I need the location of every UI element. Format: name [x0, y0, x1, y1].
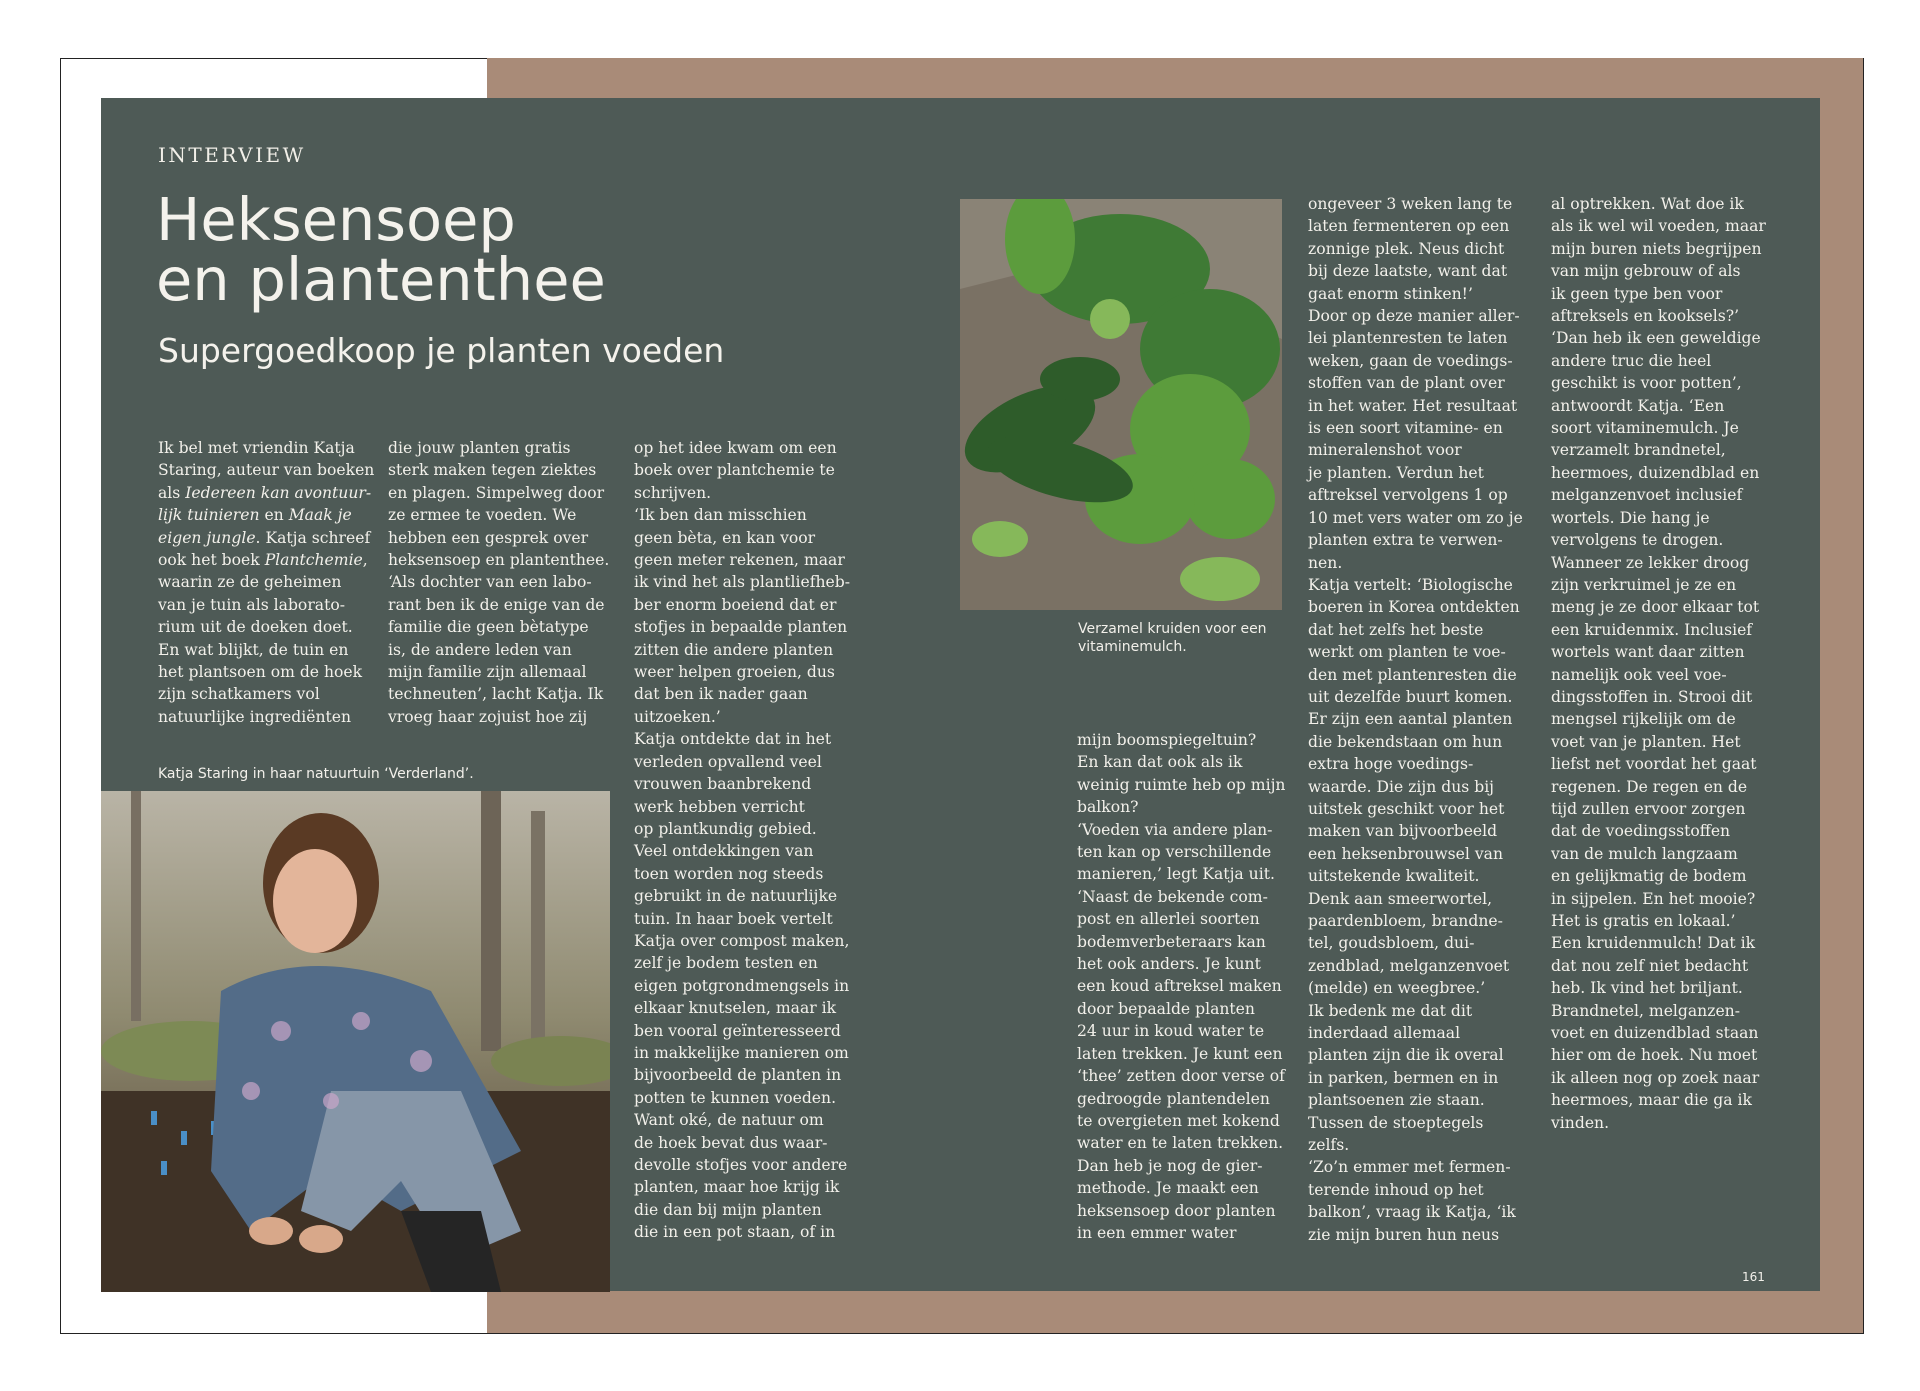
text-line: vervolgens te drogen.: [1551, 531, 1724, 550]
text-line: al optrekken. Wat doe ik: [1551, 195, 1744, 213]
section-kicker: INTERVIEW: [158, 143, 306, 167]
text-line: eigen jungle. Katja schreef: [158, 528, 371, 547]
body-column-2: [388, 437, 623, 728]
text-line: elkaar knutselen, maar ik: [634, 999, 837, 1018]
text-line: Een kruidenmulch! Dat ik: [1551, 934, 1756, 953]
text-line: ik vind het als plantliefheb-: [634, 573, 850, 592]
text-line: ik geen type ben voor: [1551, 284, 1723, 303]
text-line: aftreksels en kooksels?’: [1551, 307, 1740, 326]
text-line: methode. Je maakt een: [1077, 1179, 1259, 1198]
text-line: je planten. Verdun het: [1308, 463, 1484, 482]
text-line: waarin ze de geheimen: [158, 573, 342, 592]
text-line: Dan heb je nog de gier-: [1077, 1156, 1263, 1175]
text-line: boeren in Korea ontdekten: [1308, 598, 1520, 617]
text-line: regenen. De regen en de: [1551, 777, 1748, 796]
body-column-1: [158, 437, 378, 728]
text-line: tijd zullen ervoor zorgen: [1551, 799, 1746, 818]
text-line: balkon’, vraag ik Katja, ‘ik: [1308, 1203, 1516, 1222]
text-line: Veel ontdekkingen van: [634, 842, 814, 861]
text-line: voet en duizendblad staan: [1551, 1024, 1759, 1043]
plants-caption: Verzamel kruiden voor een vitaminemulch.: [1078, 621, 1267, 655]
text-line: (melde) en weegbree.’: [1308, 979, 1486, 998]
text-line: Wanneer ze lekker droog: [1551, 553, 1750, 572]
text-line: Staring, auteur van boeken: [158, 461, 375, 480]
text-line: ‘Als dochter van een labo-: [388, 573, 592, 592]
text-line: techneuten’, lacht Katja. Ik: [388, 685, 604, 704]
text-line: door bepaalde planten: [1077, 999, 1255, 1018]
text-line: dat het zelfs het beste: [1308, 620, 1484, 639]
text-line: rant ben ik de enige van de: [388, 595, 605, 614]
text-line: natuurlijke ingrediënten: [158, 707, 352, 726]
text-line: sterk maken tegen ziektes: [388, 461, 597, 480]
text-line: Want oké, de natuur om: [634, 1111, 824, 1130]
portrait-caption: Katja Staring in haar natuurtuin ‘Verderland’.: [158, 766, 474, 782]
text-line: ‘Naast de bekende com-: [1077, 887, 1268, 906]
text-line: zendblad, melganzenvoet: [1308, 956, 1510, 975]
text-line: Katja over compost maken,: [634, 931, 850, 950]
text-line: van je tuin als laborato-: [158, 595, 345, 614]
text-line: en plagen. Simpelweg door: [388, 483, 605, 502]
text-line: uitzoeken.’: [634, 707, 721, 726]
text-line: uitstekende kwaliteit.: [1308, 867, 1480, 886]
text-line: van de mulch langzaam: [1551, 844, 1738, 863]
text-line: eigen potgrondmengsels in: [634, 976, 850, 995]
text-line: ‘Voeden via andere plan-: [1077, 820, 1273, 839]
text-line: den met plantenresten die: [1308, 665, 1517, 684]
text-line: rium uit de doeken doet.: [158, 618, 353, 637]
text-line: mijn boomspiegeltuin?: [1077, 731, 1257, 749]
text-line: En kan dat ook als ik: [1077, 753, 1243, 772]
text-line: geen bèta, en kan voor: [634, 528, 816, 547]
text-line: lei plantenresten te laten: [1308, 329, 1508, 348]
text-line: ‘Zo’n emmer met fermen-: [1308, 1158, 1511, 1177]
text-line: mijn buren niets begrijpen: [1551, 239, 1762, 258]
text-line: stofjes in bepaalde planten: [634, 618, 848, 637]
text-line: lijk tuinieren en Maak je: [158, 506, 352, 525]
text-line: potten te kunnen voeden.: [634, 1088, 837, 1107]
text-line: dat ben ik nader gaan: [634, 685, 808, 704]
text-line: ook het boek Plantchemie,: [158, 551, 368, 570]
text-line: planten zijn die ik overal: [1308, 1046, 1504, 1065]
text-line: van mijn gebrouw of als: [1551, 262, 1741, 281]
text-line: heb. Ik vind het briljant.: [1551, 979, 1743, 998]
text-line: heermoes, maar die ga ik: [1551, 1091, 1752, 1110]
text-line: zitten die andere planten: [634, 640, 834, 659]
text-line: inderdaad allemaal: [1308, 1024, 1461, 1043]
text-line: bij deze laatste, want dat: [1308, 262, 1508, 281]
text-line: in een emmer water: [1077, 1223, 1237, 1242]
text-line: in parken, bermen en in: [1308, 1068, 1499, 1087]
text-line: Er zijn een aantal planten: [1308, 710, 1513, 729]
text-line: Denk aan smeerwortel,: [1308, 889, 1493, 908]
text-line: ten kan op verschillende: [1077, 843, 1272, 862]
text-line: devolle stofjes voor andere: [634, 1156, 848, 1174]
text-line: als Iedereen kan avontuur-: [158, 483, 372, 502]
text-line: planten, maar hoe krijg ik: [634, 1178, 840, 1197]
text-line: voet van je planten. Het: [1551, 732, 1741, 751]
text-line: Ik bel met vriendin Katja: [158, 439, 355, 457]
text-line: bijvoorbeeld de planten in: [634, 1066, 842, 1085]
text-line: een kruidenmix. Inclusief: [1551, 620, 1753, 639]
body-column-6: [1551, 193, 1781, 1134]
text-line: manieren,’ legt Katja uit.: [1077, 865, 1275, 884]
text-line: is een soort vitamine- en: [1308, 419, 1503, 438]
text-line: geen meter rekenen, maar: [634, 551, 845, 570]
text-line: weinig ruimte heb op mijn: [1077, 775, 1286, 794]
text-line: hier om de hoek. Nu moet: [1551, 1046, 1758, 1065]
text-line: die in een pot staan, of in: [634, 1223, 836, 1242]
text-line: waarde. Die zijn dus bij: [1308, 777, 1495, 796]
text-line: weken, gaan de voedings-: [1308, 351, 1513, 370]
text-line: als ik wel wil voeden, maar: [1551, 217, 1766, 236]
text-line: zelfs.: [1308, 1136, 1350, 1155]
text-line: hebben een gesprek over: [388, 528, 589, 547]
text-line: dat nou zelf niet bedacht: [1551, 956, 1749, 975]
text-line: nen.: [1308, 553, 1343, 572]
text-line: is, de andere leden van: [388, 640, 572, 659]
body-column-3: [634, 437, 869, 1244]
text-line: die bekendstaan om hun: [1308, 732, 1503, 751]
text-line: zonnige plek. Neus dicht: [1308, 239, 1505, 258]
text-line: liefst net voordat het gaat: [1551, 755, 1757, 774]
text-line: ben vooral geïnteresseerd: [634, 1021, 841, 1040]
text-line: zie mijn buren hun neus: [1308, 1225, 1500, 1244]
text-line: werk hebben verricht: [634, 797, 805, 816]
text-line: Ik bedenk me dat dit: [1308, 1001, 1473, 1020]
text-line: terende inhoud op het: [1308, 1180, 1484, 1199]
text-line: het ook anders. Je kunt: [1077, 955, 1261, 974]
text-line: En wat blijkt, de tuin en: [158, 640, 349, 659]
plants-photo: [960, 199, 1282, 610]
body-column-4: [1077, 729, 1302, 1244]
text-line: boek over plantchemie te: [634, 461, 835, 480]
text-line: meng je ze door elkaar tot: [1551, 598, 1760, 617]
text-line: dat de voedingsstoffen: [1551, 822, 1731, 841]
text-line: melganzenvoet inclusief: [1551, 486, 1743, 505]
article-title: [156, 185, 796, 314]
text-line: Katja vertelt: ‘Biologische: [1308, 575, 1513, 594]
text-line: gebruikt in de natuurlijke: [634, 887, 838, 906]
text-line: mengsel rijkelijk om de: [1551, 710, 1736, 729]
text-line: ‘Dan heb ik een geweldige: [1551, 329, 1761, 348]
text-line: in makkelijke manieren om: [634, 1043, 849, 1062]
text-line: toen worden nog steeds: [634, 864, 824, 883]
text-line: mijn familie zijn allemaal: [388, 663, 587, 682]
text-line: uitstek geschikt voor het: [1308, 799, 1505, 818]
text-line: geschikt is voor potten’,: [1551, 374, 1742, 393]
text-line: de hoek bevat dus waar-: [634, 1133, 828, 1152]
text-line: uit dezelfde buurt komen.: [1308, 687, 1513, 706]
text-line: heksensoep en plantenthee.: [388, 551, 610, 570]
text-line: familie die geen bètatype: [388, 618, 589, 637]
body-column-5: [1308, 193, 1538, 1246]
text-line: zelf je bodem testen en: [634, 954, 818, 973]
text-line: dingsstoffen in. Strooi dit: [1551, 687, 1753, 706]
title-line-1: Heksensoep: [156, 185, 516, 254]
text-line: heermoes, duizendblad en: [1551, 463, 1760, 482]
text-line: maken van bijvoorbeeld: [1308, 822, 1498, 841]
text-line: ber enorm boeiend dat er: [634, 595, 837, 614]
text-line: extra hoge voedings-: [1308, 755, 1474, 774]
text-line: Het is gratis en lokaal.’: [1551, 912, 1736, 930]
text-line: 10 met vers water om zo je: [1308, 508, 1523, 527]
text-line: andere truc die heel: [1551, 351, 1712, 370]
text-line: antwoordt Katja. ‘Een: [1551, 396, 1725, 415]
text-line: balkon?: [1077, 798, 1139, 817]
text-line: verleden opvallend veel: [634, 752, 822, 771]
text-line: ze ermee te voeden. We: [388, 506, 577, 525]
text-line: mineralenshot voor: [1308, 441, 1462, 460]
text-line: op het idee kwam om een: [634, 439, 837, 457]
text-line: ‘thee’ zetten door verse of: [1077, 1067, 1285, 1086]
text-line: paardenbloem, brandne-: [1308, 912, 1503, 930]
portrait-photo: [101, 791, 610, 1292]
text-line: stoffen van de plant over: [1308, 374, 1505, 393]
text-line: plantsoenen zie staan.: [1308, 1091, 1485, 1110]
plants-image: [960, 199, 1282, 610]
text-line: laten trekken. Je kunt een: [1077, 1044, 1283, 1063]
text-line: Katja ontdekte dat in het: [634, 730, 832, 749]
text-line: een heksenbrouwsel van: [1308, 844, 1503, 863]
text-line: Brandnetel, melganzen-: [1551, 1001, 1740, 1020]
text-line: schrijven.: [634, 483, 712, 502]
article-subtitle: Supergoedkoop je planten voeden: [158, 331, 725, 370]
text-line: vrouwen baanbrekend: [634, 775, 812, 794]
text-line: laten fermenteren op een: [1308, 217, 1510, 236]
text-line: water en te laten trekken.: [1077, 1134, 1284, 1153]
text-line: verzamelt brandnetel,: [1551, 441, 1726, 460]
text-line: Tussen de stoeptegels: [1308, 1113, 1484, 1132]
text-line: post en allerlei soorten: [1077, 910, 1260, 929]
text-line: werkt om planten te voe-: [1308, 643, 1506, 662]
text-line: en gelijkmatig de bodem: [1551, 867, 1747, 886]
text-line: 24 uur in koud water te: [1077, 1022, 1265, 1041]
text-line: die dan bij mijn planten: [634, 1200, 822, 1219]
text-line: wortels. Die hang je: [1551, 508, 1710, 527]
text-line: te overgieten met kokend: [1077, 1111, 1280, 1130]
text-line: vroeg haar zojuist hoe zij: [388, 707, 588, 726]
text-line: in het water. Het resultaat: [1308, 396, 1518, 415]
text-line: zijn verkruimel je ze en: [1551, 575, 1737, 594]
text-line: tel, goudsbloem, dui-: [1308, 934, 1475, 953]
text-line: gaat enorm stinken!’: [1308, 284, 1473, 303]
text-line: aftreksel vervolgens 1 op: [1308, 486, 1508, 505]
text-line: ‘Ik ben dan misschien: [634, 506, 807, 525]
text-line: vinden.: [1551, 1113, 1610, 1132]
text-line: wortels want daar zitten: [1551, 643, 1745, 662]
page-number: 161: [1742, 1270, 1765, 1284]
text-line: heksensoep door planten: [1077, 1201, 1276, 1220]
text-line: ik alleen nog op zoek naar: [1551, 1068, 1760, 1087]
text-line: soort vitaminemulch. Je: [1551, 419, 1739, 438]
text-line: op plantkundig gebied.: [634, 819, 817, 838]
text-line: weer helpen groeien, dus: [634, 663, 835, 682]
text-line: tuin. In haar boek vertelt: [634, 909, 833, 928]
text-line: namelijk ook veel voe-: [1551, 665, 1727, 684]
text-line: die jouw planten gratis: [388, 439, 571, 457]
text-line: ongeveer 3 weken lang te: [1308, 195, 1513, 213]
text-line: zijn schatkamers vol: [158, 685, 320, 704]
text-line: planten extra te verwen-: [1308, 531, 1503, 550]
text-line: in sijpelen. En het mooie?: [1551, 889, 1756, 908]
portrait-image: [101, 791, 610, 1292]
text-line: een koud aftreksel maken: [1077, 977, 1282, 996]
text-line: het plantsoen om de hoek: [158, 663, 363, 682]
title-line-2: en plantenthee: [156, 245, 606, 314]
text-line: bodemverbeteraars kan: [1077, 932, 1266, 951]
text-line: Door op deze manier aller-: [1308, 307, 1520, 326]
text-line: gedroogde plantendelen: [1077, 1089, 1270, 1108]
